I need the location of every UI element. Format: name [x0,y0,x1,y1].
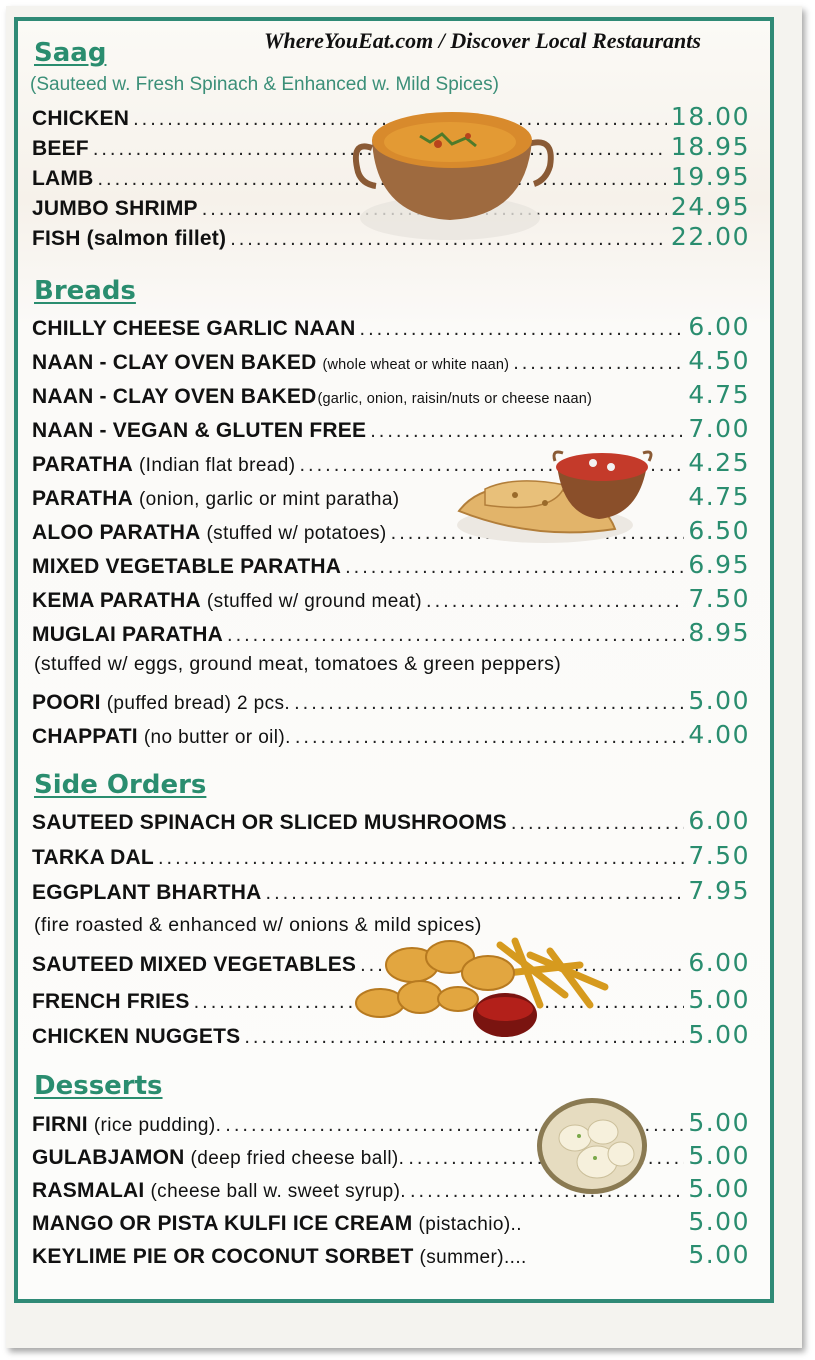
item-price: 5.00 [688,1108,750,1137]
item-price: 4.75 [688,380,750,409]
dot-leader [227,624,684,647]
item-description: (puffed bread) 2 pcs. [106,693,291,714]
curry-bowl-photo [350,100,560,250]
menu-item-naan-flavored [32,380,750,412]
item-price: 5.00 [688,985,750,1014]
menu-item-keylime-pie [32,1240,750,1272]
item-name: BEEF [32,137,89,160]
item-name: NAAN - CLAY OVEN BAKED [32,385,317,408]
item-description: (stuffed w/ potatoes) [206,523,387,544]
dot-leader [295,726,685,749]
section-heading-side-orders: Side Orders [34,770,207,800]
dot-leader [345,556,684,579]
eggplant-bhartha-note: (fire roasted & enhanced w/ onions & mild spices) [34,914,482,936]
item-name: PARATHA [32,487,133,510]
fries-and-nuggets-photo [350,935,620,1040]
item-description: (rice pudding). [93,1115,222,1136]
item-description: (pistachio).. [418,1214,522,1235]
item-description: (cheese ball w. sweet syrup). [150,1181,406,1202]
dot-leader [360,318,685,341]
item-name: FIRNI [32,1113,88,1136]
item-price: 19.95 [670,162,750,191]
item-name: CHAPPATI [32,725,138,748]
dessert-bowl-photo [535,1096,650,1196]
menu-item-poori [32,686,750,718]
watermark: WhereYouEat.com / Discover Local Restaurants [264,28,701,53]
menu-item-kema-paratha [32,584,750,616]
menu-item-kulfi [32,1207,750,1239]
item-price: 6.00 [688,312,750,341]
section-heading-breads: Breads [34,276,136,306]
dot-leader [294,692,684,715]
item-price: 5.00 [688,1207,750,1236]
item-price: 5.00 [688,1240,750,1269]
item-price: 18.95 [670,132,750,161]
item-name: MUGLAI PARATHA [32,623,224,646]
item-name: GULABJAMON [32,1146,185,1169]
item-description: (garlic, onion, raisin/nuts or cheese naan) [317,391,593,407]
item-price: 5.00 [688,1020,750,1049]
item-name: TARKA DAL [32,846,154,869]
item-name: RASMALAI [32,1179,145,1202]
item-name: KEMA PARATHA [32,589,201,612]
item-name: NAAN - CLAY OVEN BAKED [32,351,317,374]
item-description: (summer).... [419,1247,527,1268]
menu-item-muglai-paratha [32,618,750,650]
dot-leader [426,590,684,613]
item-name: MANGO OR PISTA KULFI ICE CREAM [32,1212,413,1235]
menu-item-tarka-dal [32,841,750,873]
item-name: JUMBO SHRIMP [32,197,198,220]
item-price: 7.00 [688,414,750,443]
muglai-paratha-note: (stuffed w/ eggs, ground meat, tomatoes & green peppers) [34,653,562,675]
item-name: LAMB [32,167,94,190]
item-name: SAUTEED SPINACH OR SLICED MUSHROOMS [32,811,507,834]
item-price: 4.25 [688,448,750,477]
item-description: (onion, garlic or mint paratha) [138,489,400,510]
item-description: (no butter or oil). [143,727,291,748]
item-price: 5.00 [688,1141,750,1170]
item-description: (deep fried cheese ball). [190,1148,405,1169]
item-price: 5.00 [688,686,750,715]
item-name: FISH (salmon fillet) [32,227,227,250]
dot-leader [370,420,684,443]
item-price: 18.00 [670,102,750,131]
menu-item-sauteed-spinach [32,806,750,838]
item-price: 8.95 [688,618,750,647]
item-price: 6.00 [688,948,750,977]
item-name: SAUTEED MIXED VEGETABLES [32,953,357,976]
item-price: 7.50 [688,584,750,613]
item-price: 7.50 [688,841,750,870]
dot-leader [266,882,685,905]
saag-subtitle: (Sauteed w. Fresh Spinach & Enhanced w. Mild Spices) [30,74,499,95]
item-description: (stuffed w/ ground meat) [206,591,423,612]
menu-item-naan-vegan [32,414,750,446]
item-name: PARATHA [32,453,133,476]
item-name: FRENCH FRIES [32,990,190,1013]
item-name: EGGPLANT BHARTHA [32,881,262,904]
menu-item-mixed-vegetable-paratha [32,550,750,582]
menu-item-chilly-cheese-garlic-naan [32,312,750,344]
item-price: 4.00 [688,720,750,749]
menu-item-chappati [32,720,750,752]
dot-leader [513,352,684,375]
item-name: NAAN - VEGAN & GLUTEN FREE [32,419,367,442]
item-description: (Indian flat bread) [138,455,296,476]
paratha-plate-photo [455,445,665,550]
item-name: CHICKEN [32,107,130,130]
menu-item-eggplant-bhartha [32,876,750,908]
item-name: MIXED VEGETABLE PARATHA [32,555,342,578]
item-price: 6.00 [688,806,750,835]
item-name: CHILLY CHEESE GARLIC NAAN [32,317,356,340]
item-price: 22.00 [670,222,750,251]
item-name: POORI [32,691,101,714]
item-description: (whole wheat or white naan) [322,357,510,373]
item-price: 4.50 [688,346,750,375]
item-name: KEYLIME PIE OR COCONUT SORBET [32,1245,414,1268]
item-name: ALOO PARATHA [32,521,201,544]
item-price: 5.00 [688,1174,750,1203]
item-price: 6.50 [688,516,750,545]
section-heading-saag: Saag [34,38,107,68]
dot-leader [158,847,684,870]
menu-item-naan-plain [32,346,750,378]
dot-leader [511,812,684,835]
item-price: 7.95 [688,876,750,905]
item-price: 6.95 [688,550,750,579]
item-price: 24.95 [670,192,750,221]
item-price: 4.75 [688,482,750,511]
section-heading-desserts: Desserts [34,1071,163,1101]
item-name: CHICKEN NUGGETS [32,1025,241,1048]
